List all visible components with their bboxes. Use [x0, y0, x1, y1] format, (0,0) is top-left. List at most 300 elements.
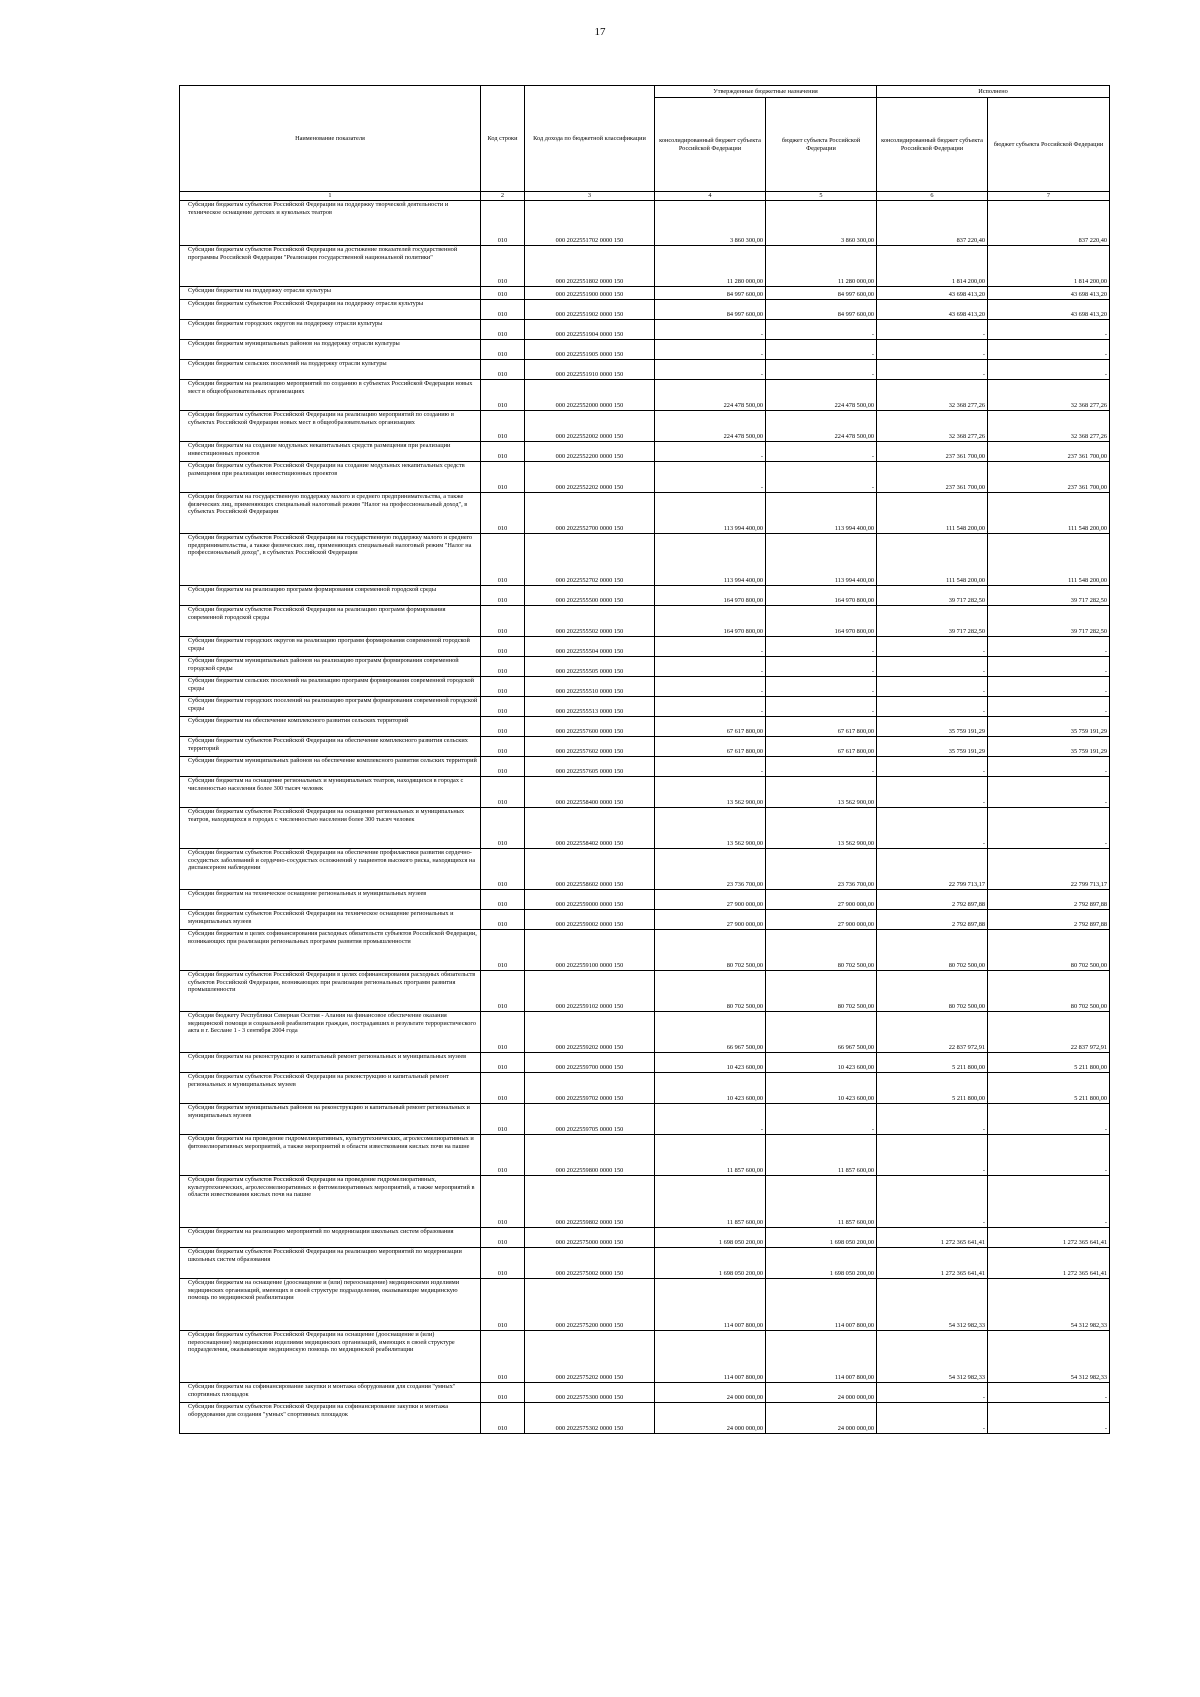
row-line-code: 010	[481, 1012, 525, 1053]
row-approved-subject: 66 967 500,00	[766, 1012, 877, 1053]
row-approved-consolidated: 164 970 800,00	[655, 586, 766, 606]
table-row	[180, 287, 1110, 300]
row-line-code: 010	[481, 737, 525, 757]
row-name: Субсидии бюджетам субъектов Российской Федерации на достижение показателей государственной программы Российской Федерации "Реализация государственной национальной политики"	[180, 246, 481, 287]
row-executed-consolidated: 43 698 413,20	[877, 287, 988, 300]
row-line-code: 010	[481, 1135, 525, 1176]
row-executed-consolidated: 5 211 800,00	[877, 1053, 988, 1073]
row-approved-consolidated: 67 617 800,00	[655, 717, 766, 737]
row-approved-consolidated: 24 000 000,00	[655, 1383, 766, 1403]
row-line-code: 010	[481, 808, 525, 849]
row-name: Субсидии бюджетам на поддержку отрасли культуры	[180, 287, 481, 300]
row-line-code: 010	[481, 1228, 525, 1248]
row-executed-consolidated: -	[877, 637, 988, 657]
row-income-code: 000 2022552700 0000 150	[525, 493, 655, 534]
row-executed-subject: -	[988, 637, 1110, 657]
row-income-code: 000 2022551902 0000 150	[525, 300, 655, 320]
row-approved-subject: 114 007 800,00	[766, 1331, 877, 1383]
row-executed-subject: 237 361 700,00	[988, 442, 1110, 462]
row-name: Субсидии бюджетам субъектов Российской Федерации на государственную поддержку малого и среднего предпринимательства, а также физических лиц, применяющих специальный налоговый режим "Налог на профессиональный доход", в субъектах Российской Федерации	[180, 534, 481, 586]
row-name: Субсидии бюджетам на создание модульных некапитальных средств размещения при реализации инвестиционных проектов	[180, 442, 481, 462]
row-name: Субсидии бюджетам на техническое оснащение региональных и муниципальных музеев	[180, 890, 481, 910]
row-executed-consolidated: 111 548 200,00	[877, 493, 988, 534]
row-line-code: 010	[481, 637, 525, 657]
row-executed-subject: -	[988, 777, 1110, 808]
row-line-code: 010	[481, 657, 525, 677]
table-row	[180, 849, 1110, 890]
row-line-code: 010	[481, 1383, 525, 1403]
row-line-code: 010	[481, 1073, 525, 1104]
row-approved-consolidated: 224 478 500,00	[655, 380, 766, 411]
row-approved-consolidated: 10 423 600,00	[655, 1053, 766, 1073]
row-line-code: 010	[481, 1176, 525, 1228]
row-name: Субсидии бюджетам субъектов Российской Федерации на техническое оснащение региональных и муниципальных музеев	[180, 910, 481, 930]
row-executed-consolidated: -	[877, 340, 988, 360]
row-executed-subject: 35 759 191,29	[988, 737, 1110, 757]
row-executed-consolidated: -	[877, 1403, 988, 1434]
row-line-code: 010	[481, 757, 525, 777]
row-executed-subject: -	[988, 1104, 1110, 1135]
table-row	[180, 1331, 1110, 1383]
row-executed-subject: 80 702 500,00	[988, 971, 1110, 1012]
row-executed-consolidated: -	[877, 657, 988, 677]
row-approved-consolidated: 113 994 400,00	[655, 534, 766, 586]
table-row	[180, 657, 1110, 677]
row-approved-subject: -	[766, 1104, 877, 1135]
row-approved-consolidated: 84 997 600,00	[655, 287, 766, 300]
row-line-code: 010	[481, 677, 525, 697]
budget-execution-table	[179, 85, 1110, 1434]
row-name: Субсидии бюджетам субъектов Российской Федерации на реализацию программ формирования современной городской среды	[180, 606, 481, 637]
row-executed-subject: 111 548 200,00	[988, 534, 1110, 586]
row-line-code: 010	[481, 300, 525, 320]
row-line-code: 010	[481, 246, 525, 287]
row-income-code: 000 2022557600 0000 150	[525, 717, 655, 737]
row-executed-consolidated: 54 312 982,33	[877, 1331, 988, 1383]
row-approved-subject: -	[766, 657, 877, 677]
table-row	[180, 637, 1110, 657]
row-approved-subject: 13 562 900,00	[766, 777, 877, 808]
table-header	[180, 86, 1110, 201]
row-line-code: 010	[481, 849, 525, 890]
row-approved-subject: 224 478 500,00	[766, 380, 877, 411]
row-name: Субсидии бюджетам муниципальных районов на обеспечение комплексного развития сельских территорий	[180, 757, 481, 777]
row-executed-consolidated: -	[877, 697, 988, 717]
row-line-code: 010	[481, 910, 525, 930]
row-income-code: 000 2022551900 0000 150	[525, 287, 655, 300]
row-approved-consolidated: 1 698 050 200,00	[655, 1228, 766, 1248]
row-name: Субсидии бюджетам сельских поселений на поддержку отрасли культуры	[180, 360, 481, 380]
row-income-code: 000 2022559100 0000 150	[525, 930, 655, 971]
table-row	[180, 930, 1110, 971]
row-income-code: 000 2022559705 0000 150	[525, 1104, 655, 1135]
row-line-code: 010	[481, 462, 525, 493]
table-row	[180, 320, 1110, 340]
row-approved-subject: -	[766, 462, 877, 493]
row-line-code: 010	[481, 442, 525, 462]
row-name: Субсидии бюджетам субъектов Российской Федерации на поддержку отрасли культуры	[180, 300, 481, 320]
row-approved-subject: 27 900 000,00	[766, 890, 877, 910]
table-row	[180, 1104, 1110, 1135]
row-income-code: 000 2022559800 0000 150	[525, 1135, 655, 1176]
column-number: 2	[481, 192, 525, 201]
row-income-code: 000 2022575002 0000 150	[525, 1248, 655, 1279]
row-name: Субсидии бюджетам субъектов Российской Федерации на реализацию мероприятий по созданию в субъектах Российской Федерации новых мест в общеобразовательных организациях	[180, 411, 481, 442]
row-executed-subject: -	[988, 1383, 1110, 1403]
row-approved-subject: 24 000 000,00	[766, 1403, 877, 1434]
column-number: 1	[180, 192, 481, 201]
row-approved-consolidated: 1 698 050 200,00	[655, 1248, 766, 1279]
row-line-code: 010	[481, 1331, 525, 1383]
row-executed-consolidated: 39 717 282,50	[877, 606, 988, 637]
row-name: Субсидии бюджетам на реализацию мероприятий по созданию в субъектах Российской Федерации новых мест в общеобразовательных организациях	[180, 380, 481, 411]
row-income-code: 000 2022555500 0000 150	[525, 586, 655, 606]
row-approved-consolidated: 13 562 900,00	[655, 808, 766, 849]
row-income-code: 000 2022555505 0000 150	[525, 657, 655, 677]
row-income-code: 000 2022555502 0000 150	[525, 606, 655, 637]
row-approved-consolidated: -	[655, 697, 766, 717]
row-approved-consolidated: 27 900 000,00	[655, 890, 766, 910]
row-approved-subject: -	[766, 360, 877, 380]
row-approved-consolidated: -	[655, 442, 766, 462]
table-row	[180, 808, 1110, 849]
table-row	[180, 1073, 1110, 1104]
row-executed-subject: -	[988, 677, 1110, 697]
row-approved-consolidated: -	[655, 657, 766, 677]
row-executed-consolidated: 2 792 897,88	[877, 910, 988, 930]
row-line-code: 010	[481, 890, 525, 910]
row-name: Субсидии бюджетам на обеспечение комплексного развития сельских территорий	[180, 717, 481, 737]
row-name: Субсидии бюджетам субъектов Российской Федерации на оснащение региональных и муниципальных театров, находящихся в городах с численностью населения более 300 тысяч человек	[180, 808, 481, 849]
row-approved-consolidated: -	[655, 637, 766, 657]
row-approved-subject: 84 997 600,00	[766, 287, 877, 300]
row-executed-subject: -	[988, 1403, 1110, 1434]
row-approved-subject: 164 970 800,00	[766, 606, 877, 637]
row-name: Субсидия бюджету Республики Северная Осетия - Алания на финансовое обеспечение оказания медицинской помощи и социальной реабилитации граждан, пострадавших в результате террористического акта в г. Беслане 1 - 3 сентября 2004 года	[180, 1012, 481, 1053]
row-approved-subject: 80 702 500,00	[766, 971, 877, 1012]
table-row	[180, 1176, 1110, 1228]
row-approved-consolidated: 24 000 000,00	[655, 1403, 766, 1434]
row-executed-subject: -	[988, 1135, 1110, 1176]
row-approved-consolidated: 10 423 600,00	[655, 1073, 766, 1104]
row-approved-subject: 67 617 800,00	[766, 737, 877, 757]
table-row	[180, 737, 1110, 757]
row-executed-consolidated: -	[877, 1104, 988, 1135]
table-row	[180, 340, 1110, 360]
table-row	[180, 1279, 1110, 1331]
row-approved-subject: 1 698 050 200,00	[766, 1228, 877, 1248]
row-approved-consolidated: 114 007 800,00	[655, 1279, 766, 1331]
table-row	[180, 442, 1110, 462]
row-income-code: 000 2022551904 0000 150	[525, 320, 655, 340]
row-executed-consolidated: -	[877, 360, 988, 380]
row-approved-subject: -	[766, 340, 877, 360]
row-approved-subject: 27 900 000,00	[766, 910, 877, 930]
row-approved-subject: 11 857 600,00	[766, 1135, 877, 1176]
table-row	[180, 201, 1110, 246]
column-number: 6	[877, 192, 988, 201]
column-number: 5	[766, 192, 877, 201]
row-executed-subject: 837 220,40	[988, 201, 1110, 246]
table-row	[180, 360, 1110, 380]
row-approved-consolidated: 66 967 500,00	[655, 1012, 766, 1053]
row-approved-consolidated: 84 997 600,00	[655, 300, 766, 320]
row-line-code: 010	[481, 606, 525, 637]
table-row	[180, 697, 1110, 717]
row-executed-consolidated: 237 361 700,00	[877, 462, 988, 493]
row-executed-subject: 1 814 200,00	[988, 246, 1110, 287]
row-executed-consolidated: -	[877, 757, 988, 777]
row-income-code: 000 2022557602 0000 150	[525, 737, 655, 757]
row-approved-subject: 164 970 800,00	[766, 586, 877, 606]
row-executed-consolidated: -	[877, 677, 988, 697]
row-income-code: 000 2022559002 0000 150	[525, 910, 655, 930]
row-approved-subject: 67 617 800,00	[766, 717, 877, 737]
row-executed-subject: 5 211 800,00	[988, 1053, 1110, 1073]
row-approved-subject: 13 562 900,00	[766, 808, 877, 849]
row-approved-consolidated: -	[655, 360, 766, 380]
column-number: 7	[988, 192, 1110, 201]
row-name: Субсидии бюджетам субъектов Российской Федерации в целях софинансирования расходных обязательств субъектов Российской Федерации, возникающих при реализации региональных программ развития промышленности	[180, 971, 481, 1012]
row-income-code: 000 2022552000 0000 150	[525, 380, 655, 411]
row-approved-subject: 10 423 600,00	[766, 1053, 877, 1073]
row-income-code: 000 2022551910 0000 150	[525, 360, 655, 380]
row-line-code: 010	[481, 717, 525, 737]
row-approved-subject: 1 698 050 200,00	[766, 1248, 877, 1279]
row-name: Субсидии бюджетам субъектов Российской Федерации на обеспечение комплексного развития сельских территорий	[180, 737, 481, 757]
row-income-code: 000 2022552702 0000 150	[525, 534, 655, 586]
row-name: Субсидии бюджетам субъектов Российской Федерации на реконструкцию и капитальный ремонт региональных и муниципальных музеев	[180, 1073, 481, 1104]
header-line-code: Код строки	[481, 86, 525, 192]
row-name: Субсидии бюджетам городских поселений на реализацию программ формирования современной городской среды	[180, 697, 481, 717]
page-number: 17	[594, 26, 606, 38]
row-income-code: 000 2022559102 0000 150	[525, 971, 655, 1012]
row-approved-consolidated: -	[655, 340, 766, 360]
row-name: Субсидии бюджетам муниципальных районов на реконструкцию и капитальный ремонт региональных и муниципальных музеев	[180, 1104, 481, 1135]
row-line-code: 010	[481, 340, 525, 360]
row-approved-consolidated: -	[655, 757, 766, 777]
row-line-code: 010	[481, 697, 525, 717]
row-approved-subject: 114 007 800,00	[766, 1279, 877, 1331]
row-executed-consolidated: 5 211 800,00	[877, 1073, 988, 1104]
table-row	[180, 757, 1110, 777]
row-executed-consolidated: 1 814 200,00	[877, 246, 988, 287]
row-executed-subject: 32 368 277,26	[988, 380, 1110, 411]
row-approved-consolidated: 11 857 600,00	[655, 1176, 766, 1228]
row-executed-consolidated: 35 759 191,29	[877, 717, 988, 737]
row-approved-subject: 113 994 400,00	[766, 534, 877, 586]
row-executed-consolidated: 43 698 413,20	[877, 300, 988, 320]
row-line-code: 010	[481, 380, 525, 411]
table-body	[180, 201, 1110, 1434]
row-income-code: 000 2022559000 0000 150	[525, 890, 655, 910]
row-income-code: 000 2022575000 0000 150	[525, 1228, 655, 1248]
row-name: Субсидии бюджетам субъектов Российской Федерации на обеспечение профилактики развития сердечно-сосудистых заболеваний и сердечно-сосудистых осложнений у пациентов высокого риска, находящихся на диспансерном наблюдении	[180, 849, 481, 890]
row-line-code: 010	[481, 1403, 525, 1434]
table-row	[180, 380, 1110, 411]
row-executed-subject: 1 272 365 641,41	[988, 1228, 1110, 1248]
row-executed-subject: -	[988, 1176, 1110, 1228]
row-executed-consolidated: 80 702 500,00	[877, 930, 988, 971]
row-executed-subject: 80 702 500,00	[988, 930, 1110, 971]
row-income-code: 000 2022552202 0000 150	[525, 462, 655, 493]
table-row	[180, 1228, 1110, 1248]
row-executed-consolidated: -	[877, 1176, 988, 1228]
table-row	[180, 1248, 1110, 1279]
row-executed-subject: -	[988, 757, 1110, 777]
row-executed-consolidated: 1 272 365 641,41	[877, 1228, 988, 1248]
row-executed-consolidated: -	[877, 320, 988, 340]
row-executed-consolidated: 111 548 200,00	[877, 534, 988, 586]
row-line-code: 010	[481, 930, 525, 971]
row-name: Субсидии бюджетам на софинансирование закупки и монтажа оборудования для создания "умных" спортивных площадок	[180, 1383, 481, 1403]
column-number: 3	[525, 192, 655, 201]
row-executed-subject: 111 548 200,00	[988, 493, 1110, 534]
table-row	[180, 586, 1110, 606]
row-income-code: 000 2022575200 0000 150	[525, 1279, 655, 1331]
row-approved-consolidated: 23 736 700,00	[655, 849, 766, 890]
row-line-code: 010	[481, 1248, 525, 1279]
row-executed-subject: 2 792 897,88	[988, 910, 1110, 930]
row-name: Субсидии бюджетам на реализацию мероприятий по модернизации школьных систем образования	[180, 1228, 481, 1248]
header-group-executed: Исполнено	[877, 86, 1110, 98]
row-name: Субсидии бюджетам на реализацию программ формирования современной городской среды	[180, 586, 481, 606]
row-approved-consolidated: 224 478 500,00	[655, 411, 766, 442]
row-line-code: 010	[481, 586, 525, 606]
header-executed-subject: бюджет субъекта Российской Федерации	[988, 98, 1110, 192]
row-name: Субсидии бюджетам субъектов Российской Федерации на софинансирование закупки и монтажа оборудования для создания "умных" спортивных площадок	[180, 1403, 481, 1434]
row-executed-consolidated: -	[877, 808, 988, 849]
row-line-code: 010	[481, 493, 525, 534]
row-executed-subject: -	[988, 320, 1110, 340]
row-name: Субсидии бюджетам на государственную поддержку малого и среднего предпринимательства, а также физических лиц, применяющих специальный налоговый режим "Налог на профессиональный доход", в субъектах Российской Федерации	[180, 493, 481, 534]
row-line-code: 010	[481, 201, 525, 246]
row-income-code: 000 2022575302 0000 150	[525, 1403, 655, 1434]
row-approved-subject: 80 702 500,00	[766, 930, 877, 971]
table-row	[180, 1053, 1110, 1073]
row-approved-subject: 224 478 500,00	[766, 411, 877, 442]
row-approved-subject: -	[766, 320, 877, 340]
row-approved-consolidated: -	[655, 1104, 766, 1135]
row-executed-subject: -	[988, 697, 1110, 717]
row-executed-subject: 237 361 700,00	[988, 462, 1110, 493]
row-name: Субсидии бюджетам муниципальных районов на поддержку отрасли культуры	[180, 340, 481, 360]
row-approved-subject: -	[766, 697, 877, 717]
row-name: Субсидии бюджетам субъектов Российской Федерации на проведение гидромелиоративных, культуртехнических, агролесомелиоративных и фитомелиоративных мероприятий, а также мероприятий в области известкования кислых почв на пашне	[180, 1176, 481, 1228]
row-executed-subject: 22 837 972,91	[988, 1012, 1110, 1053]
row-executed-consolidated: 35 759 191,29	[877, 737, 988, 757]
row-approved-consolidated: -	[655, 320, 766, 340]
row-executed-subject: 1 272 365 641,41	[988, 1248, 1110, 1279]
row-approved-consolidated: 13 562 900,00	[655, 777, 766, 808]
row-approved-subject: -	[766, 442, 877, 462]
row-executed-subject: 54 312 982,33	[988, 1331, 1110, 1383]
row-name: Субсидии бюджетам субъектов Российской Федерации на создание модульных некапитальных средств размещения при реализации инвестиционных проектов	[180, 462, 481, 493]
row-approved-subject: 3 860 300,00	[766, 201, 877, 246]
row-name: Субсидии бюджетам субъектов Российской Федерации на поддержку творческой деятельности и техническое оснащение детских и кукольных театров	[180, 201, 481, 246]
row-executed-consolidated: 22 799 713,17	[877, 849, 988, 890]
row-executed-consolidated: -	[877, 777, 988, 808]
row-income-code: 000 2022555513 0000 150	[525, 697, 655, 717]
row-income-code: 000 2022559202 0000 150	[525, 1012, 655, 1053]
row-name: Субсидии бюджетам городских округов на поддержку отрасли культуры	[180, 320, 481, 340]
row-income-code: 000 2022575300 0000 150	[525, 1383, 655, 1403]
row-approved-consolidated: 27 900 000,00	[655, 910, 766, 930]
row-executed-subject: 5 211 800,00	[988, 1073, 1110, 1104]
row-executed-subject: 22 799 713,17	[988, 849, 1110, 890]
row-approved-consolidated: 11 280 000,00	[655, 246, 766, 287]
table-row	[180, 910, 1110, 930]
row-approved-consolidated: 67 617 800,00	[655, 737, 766, 757]
row-approved-consolidated: -	[655, 677, 766, 697]
row-approved-consolidated: 80 702 500,00	[655, 930, 766, 971]
table-row	[180, 300, 1110, 320]
row-approved-consolidated: 11 857 600,00	[655, 1135, 766, 1176]
row-executed-consolidated: 837 220,40	[877, 201, 988, 246]
row-income-code: 000 2022558402 0000 150	[525, 808, 655, 849]
row-income-code: 000 2022551702 0000 150	[525, 201, 655, 246]
row-executed-consolidated: -	[877, 1383, 988, 1403]
row-executed-consolidated: 2 792 897,88	[877, 890, 988, 910]
row-income-code: 000 2022552200 0000 150	[525, 442, 655, 462]
row-income-code: 000 2022555504 0000 150	[525, 637, 655, 657]
row-executed-consolidated: 22 837 972,91	[877, 1012, 988, 1053]
row-name: Субсидии бюджетам муниципальных районов на реализацию программ формирования современной городской среды	[180, 657, 481, 677]
row-income-code: 000 2022559702 0000 150	[525, 1073, 655, 1104]
row-line-code: 010	[481, 971, 525, 1012]
column-number: 4	[655, 192, 766, 201]
header-executed-consolidated: консолидированный бюджет субъекта Российской Федерации	[877, 98, 988, 192]
row-approved-subject: -	[766, 637, 877, 657]
row-approved-subject: 10 423 600,00	[766, 1073, 877, 1104]
row-approved-subject: 23 736 700,00	[766, 849, 877, 890]
row-approved-subject: 11 280 000,00	[766, 246, 877, 287]
row-executed-consolidated: 32 368 277,26	[877, 380, 988, 411]
table-row	[180, 777, 1110, 808]
row-line-code: 010	[481, 360, 525, 380]
row-executed-subject: 35 759 191,29	[988, 717, 1110, 737]
column-number-row	[180, 192, 1110, 201]
row-line-code: 010	[481, 534, 525, 586]
row-executed-subject: 39 717 282,50	[988, 586, 1110, 606]
row-executed-subject: 2 792 897,88	[988, 890, 1110, 910]
row-approved-consolidated: 114 007 800,00	[655, 1331, 766, 1383]
row-line-code: 010	[481, 320, 525, 340]
row-approved-consolidated: 80 702 500,00	[655, 971, 766, 1012]
table-row	[180, 534, 1110, 586]
table-row	[180, 606, 1110, 637]
row-executed-consolidated: 237 361 700,00	[877, 442, 988, 462]
header-group-approved: Утвержденные бюджетные назначения	[655, 86, 877, 98]
row-line-code: 010	[481, 1104, 525, 1135]
row-name: Субсидии бюджетам субъектов Российской Федерации на оснащение (дооснащение и (или) переоснащение) медицинскими изделиями медицинских организаций, имеющих в своей структуре подразделения, оказывающие медицинскую помощь по медицинской реабилитации	[180, 1331, 481, 1383]
table-row	[180, 411, 1110, 442]
row-approved-subject: 113 994 400,00	[766, 493, 877, 534]
row-approved-consolidated: 164 970 800,00	[655, 606, 766, 637]
table-row	[180, 1383, 1110, 1403]
row-name: Субсидии бюджетам на оснащение региональных и муниципальных театров, находящихся в городах с численностью населения более 300 тысяч человек	[180, 777, 481, 808]
row-executed-subject: -	[988, 808, 1110, 849]
row-income-code: 000 2022559802 0000 150	[525, 1176, 655, 1228]
table-row	[180, 1135, 1110, 1176]
row-name: Субсидии бюджетам городских округов на реализацию программ формирования современной городской среды	[180, 637, 481, 657]
row-executed-consolidated: -	[877, 1135, 988, 1176]
row-income-code: 000 2022551905 0000 150	[525, 340, 655, 360]
row-line-code: 010	[481, 287, 525, 300]
row-name: Субсидии бюджетам субъектов Российской Федерации на реализацию мероприятий по модернизации школьных систем образования	[180, 1248, 481, 1279]
row-name: Субсидии бюджетам на проведение гидромелиоративных, культуртехнических, агролесомелиоративных и фитомелиоративных мероприятий, а также мероприятий в области известкования кислых почв на пашне	[180, 1135, 481, 1176]
table-row	[180, 1012, 1110, 1053]
